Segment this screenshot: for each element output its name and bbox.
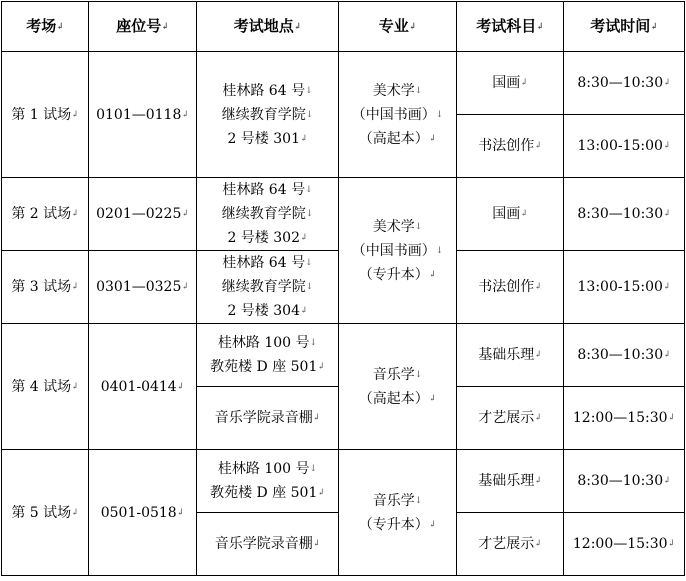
header-row — [2, 2, 685, 52]
location-cell: 桂林路 100 号↓ 教苑楼 D 座 501↲ — [197, 324, 339, 387]
location-cell: 桂林路 64 号↓ 继续教育学院↓ 2 号楼 302↲ — [197, 178, 339, 251]
location-cell: 音乐学院录音棚↲ — [197, 513, 339, 576]
seats-cell: 0101—0118↲ — [89, 52, 197, 178]
time-cell: 8:30—10:30↲ — [564, 178, 685, 251]
exam-schedule-table — [1, 1, 685, 576]
table-row — [2, 178, 685, 251]
room-cell: 第 4 试场↲ — [2, 324, 89, 450]
table-row — [2, 52, 685, 115]
location-cell: 音乐学院录音棚↲ — [197, 387, 339, 450]
time-cell: 8:30—10:30↲ — [564, 324, 685, 387]
major-cell: 音乐学↓ （专升本）↲ — [339, 450, 457, 576]
subject-cell: 才艺展示↲ — [457, 513, 564, 576]
table-row — [2, 450, 685, 513]
time-cell: 13:00-15:00↲ — [564, 115, 685, 178]
room-cell: 第 1 试场↲ — [2, 52, 89, 178]
table-row — [2, 324, 685, 387]
header-time: 考试时间↲ — [564, 2, 685, 52]
room-cell: 第 3 试场↲ — [2, 251, 89, 324]
subject-cell: 国画↲ — [457, 52, 564, 115]
room-cell: 第 5 试场↲ — [2, 450, 89, 576]
seats-cell: 0401-0414↲ — [89, 324, 197, 450]
major-cell: 音乐学↓ （高起本）↲ — [339, 324, 457, 450]
seats-cell: 0201—0225↲ — [89, 178, 197, 251]
major-cell: 美术学↓ （中国书画）↓ （高起本）↲ — [339, 52, 457, 178]
time-cell: 13:00-15:00↲ — [564, 251, 685, 324]
subject-cell: 基础乐理↲ — [457, 450, 564, 513]
seats-cell: 0301—0325↲ — [89, 251, 197, 324]
room-cell: 第 2 试场↲ — [2, 178, 89, 251]
subject-cell: 才艺展示↲ — [457, 387, 564, 450]
header-room: 考场↲ — [2, 2, 89, 52]
header-subject: 考试科目↲ — [457, 2, 564, 52]
subject-cell: 书法创作↲ — [457, 115, 564, 178]
header-major: 专业↲ — [339, 2, 457, 52]
subject-cell: 基础乐理↲ — [457, 324, 564, 387]
time-cell: 12:00—15:30↲ — [564, 513, 685, 576]
time-cell: 12:00—15:30↲ — [564, 387, 685, 450]
time-cell: 8:30—10:30↲ — [564, 450, 685, 513]
time-cell: 8:30—10:30↲ — [564, 52, 685, 115]
seats-cell: 0501-0518↲ — [89, 450, 197, 576]
location-cell: 桂林路 64 号↓ 继续教育学院↓ 2 号楼 301↲ — [197, 52, 339, 178]
header-seats: 座位号↲ — [89, 2, 197, 52]
subject-cell: 书法创作↲ — [457, 251, 564, 324]
header-location: 考试地点↲ — [197, 2, 339, 52]
location-cell: 桂林路 64 号↓ 继续教育学院↓ 2 号楼 304↲ — [197, 251, 339, 324]
location-cell: 桂林路 100 号↓ 教苑楼 D 座 501↲ — [197, 450, 339, 513]
subject-cell: 国画↲ — [457, 178, 564, 251]
major-cell: 美术学↓ （中国书画）↓ （专升本）↲ — [339, 178, 457, 324]
